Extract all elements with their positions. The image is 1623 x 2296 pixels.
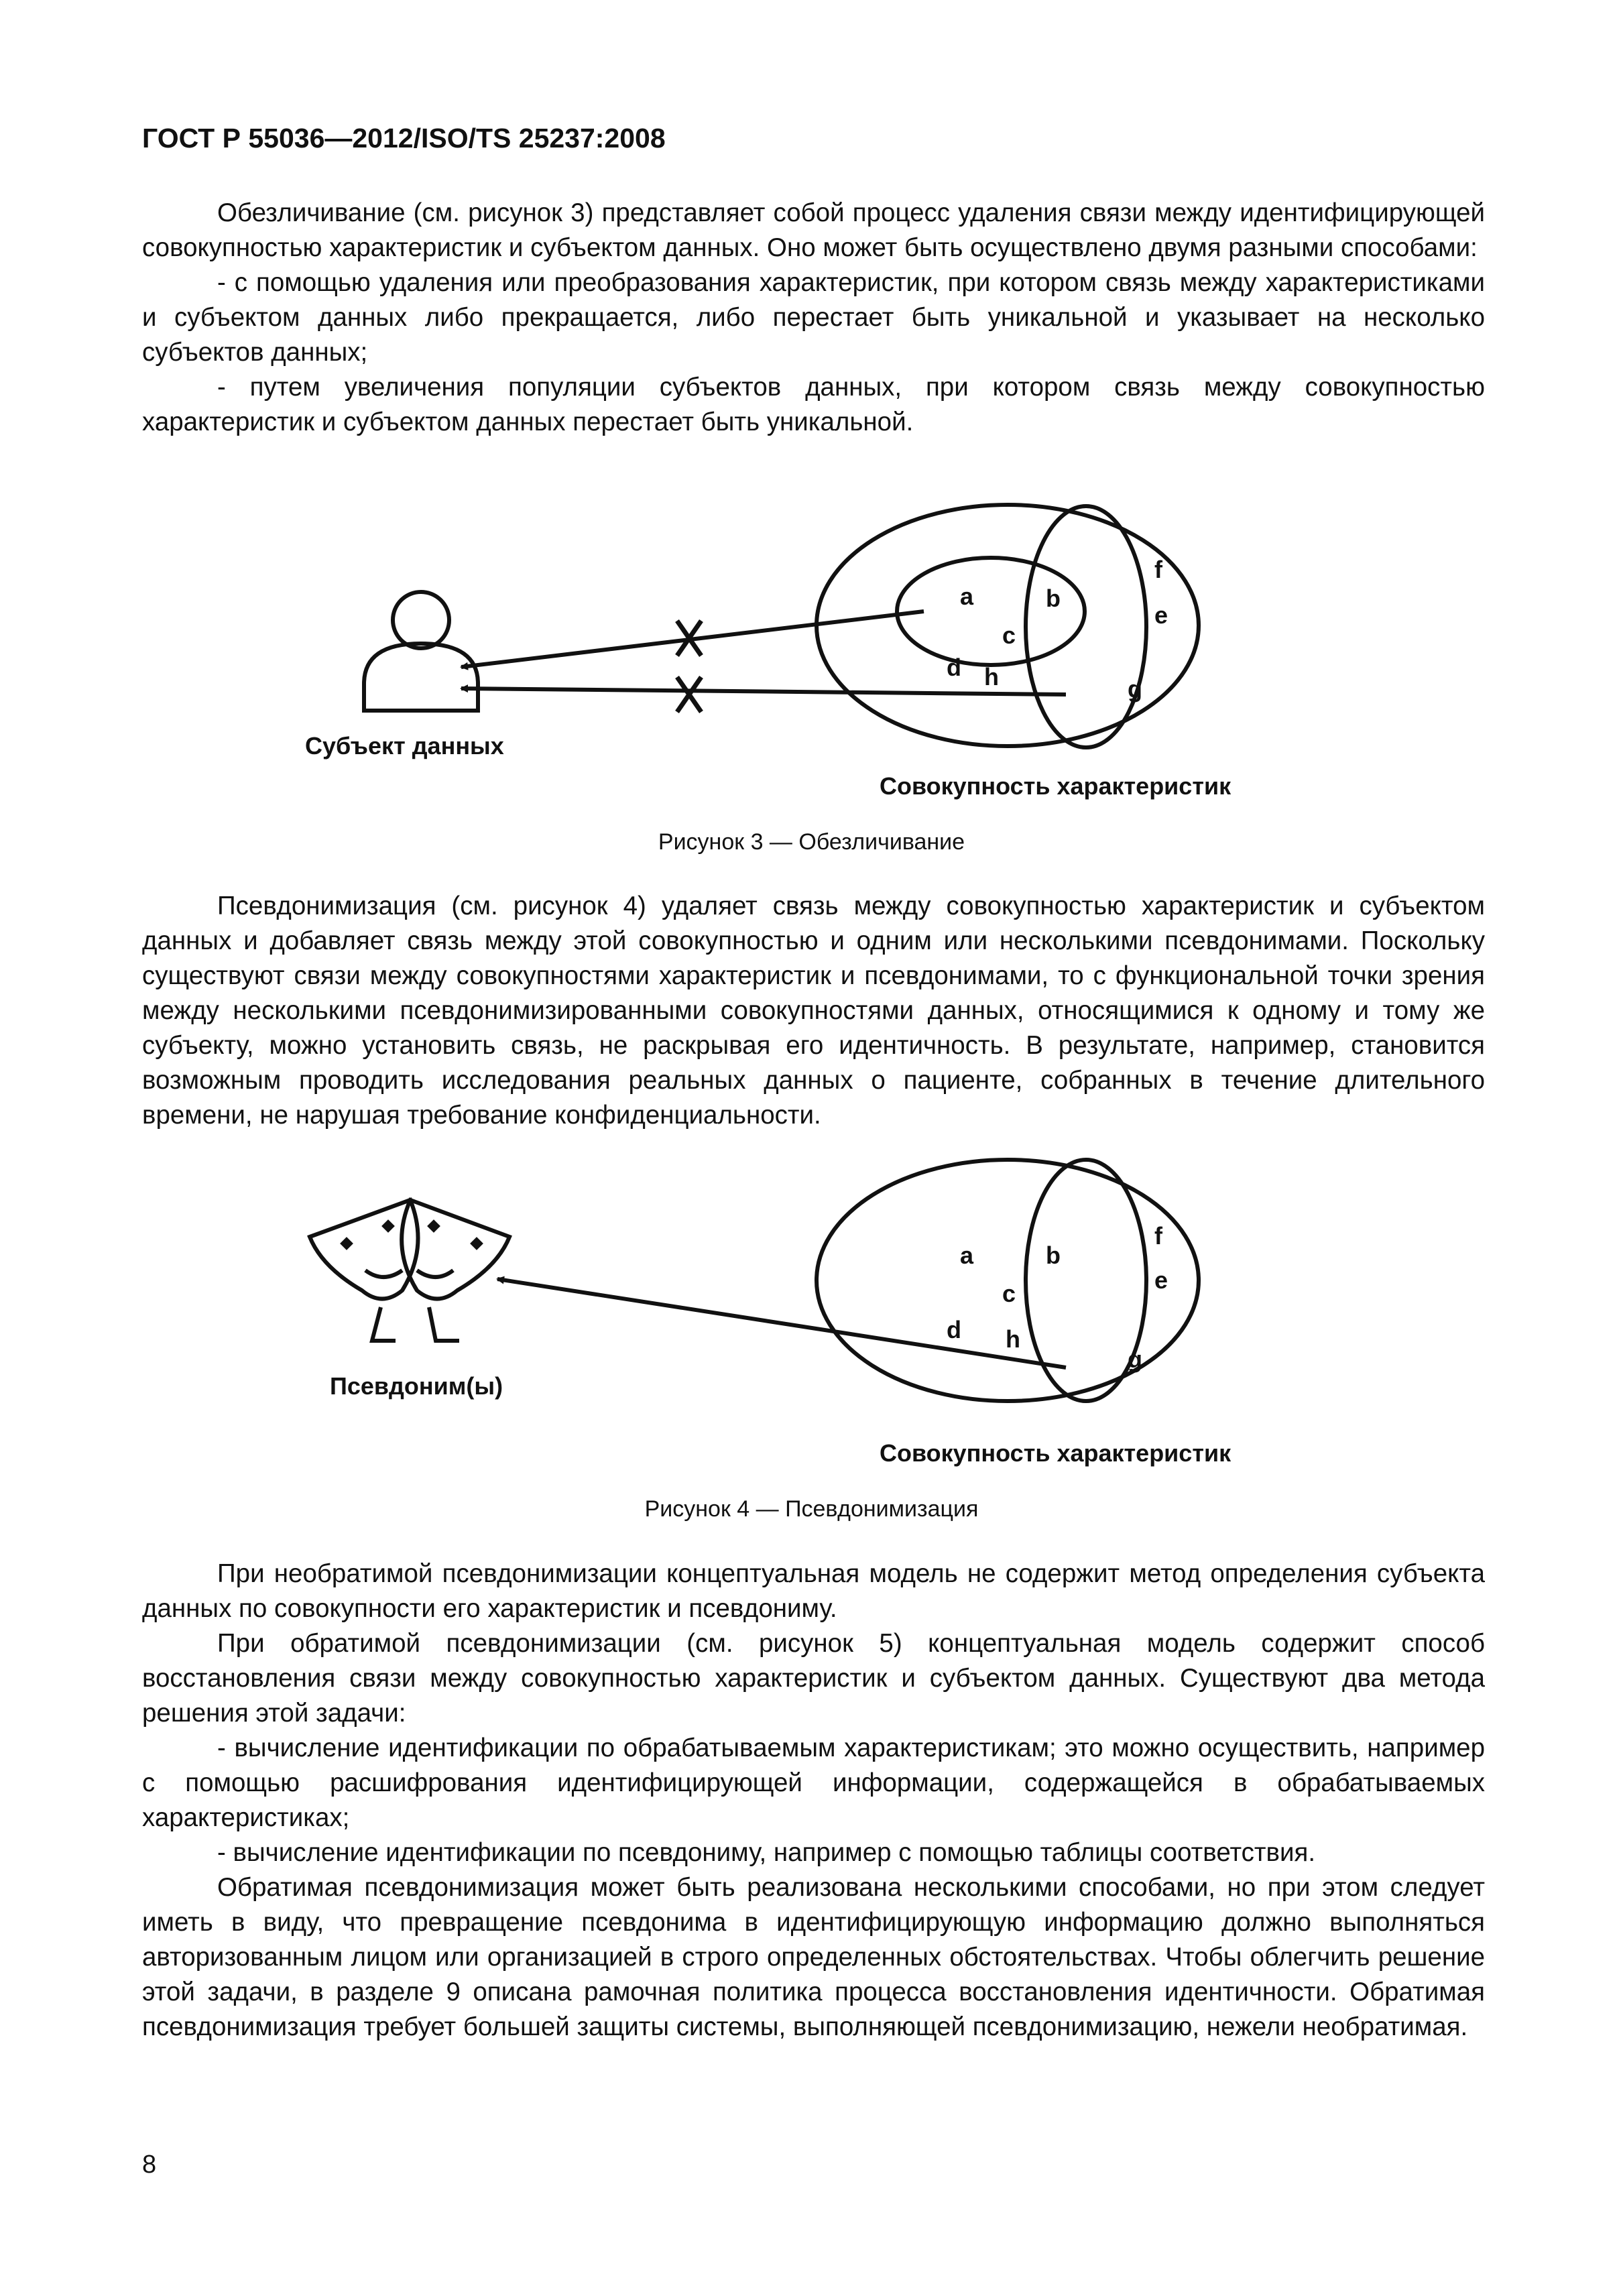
letter-c: c xyxy=(1002,1280,1016,1307)
mask-eyes xyxy=(340,1219,483,1250)
figure-4-diagram xyxy=(0,1153,1623,1482)
set-label: Совокупность характеристик xyxy=(880,772,1231,800)
figure-3-caption: Рисунок 3 — Обезличивание xyxy=(658,829,965,855)
cross-icon xyxy=(677,677,701,712)
set-label: Совокупность характеристик xyxy=(880,1439,1231,1467)
letter-f: f xyxy=(1154,556,1162,583)
pseudonym-label: Псевдоним(ы) xyxy=(330,1372,503,1400)
paragraph: Обезличивание (см. рисунок 3) представляет собой процесс удаления связи между идентифицирующей совокупностью характеристик и субъектом данных. Оно может быть осуществлено двумя разными способами: xyxy=(142,198,1485,262)
letter-b: b xyxy=(1046,585,1061,612)
text-block-pseudonymization xyxy=(142,889,1485,1133)
paragraph: - путем увеличения популяции субъектов данных, при котором связь между совокупностью характеристик и субъектом данных перестает быть уникальной. xyxy=(142,373,1485,436)
paragraph: При обратимой псевдонимизации (см. рисунок 5) концептуальная модель содержит способ восстановления связи между совокупностью характеристик и субъектом данных. Существуют два метода решения этой задачи: xyxy=(142,1629,1485,1728)
letter-e: e xyxy=(1154,601,1168,629)
person-icon xyxy=(364,592,478,711)
figure-4-caption: Рисунок 4 — Псевдонимизация xyxy=(644,1496,979,1522)
letter-e: e xyxy=(1154,1266,1168,1294)
letter-b: b xyxy=(1046,1242,1061,1269)
severed-link-arrow xyxy=(461,688,1066,694)
letter-d: d xyxy=(947,1316,961,1343)
text-block-depersonalization xyxy=(142,196,1485,440)
letter-d: d xyxy=(947,654,961,681)
letter-a: a xyxy=(960,1242,974,1269)
document-header: ГОСТ Р 55036—2012/ISO/TS 25237:2008 xyxy=(142,123,666,154)
letter-h: h xyxy=(1006,1325,1020,1353)
text-block-reversibility xyxy=(142,1557,1485,2045)
subject-label: Субъект данных xyxy=(305,732,504,760)
pseudonym-link-arrow xyxy=(497,1279,1066,1368)
paragraph: - с помощью удаления или преобразования характеристик, при котором связь между характеристиками и субъектом данных либо прекращается, либо перестает быть уникальной и указывает на несколько субъектов данных; xyxy=(142,268,1485,367)
paragraph: - вычисление идентификации по псевдониму, например с помощью таблицы соответствия. xyxy=(217,1838,1316,1867)
page-number: 8 xyxy=(142,2151,157,2179)
letter-a: a xyxy=(960,583,974,610)
paragraph: При необратимой псевдонимизации концептуальная модель не содержит метод определения субъекта данных по совокупности его характеристик и псевдониму. xyxy=(142,1559,1485,1623)
paragraph: - вычисление идентификации по обрабатываемым характеристикам; это можно осуществить, например с помощью расшифрования идентифицирующей информации, содержащейся в обрабатываемых характеристиках; xyxy=(142,1734,1485,1832)
identifying-set-ellipse xyxy=(1026,506,1146,747)
letter-g: g xyxy=(1128,1345,1142,1373)
letter-g: g xyxy=(1128,675,1142,703)
figure-3-diagram xyxy=(0,496,1623,831)
paragraph: Обратимая псевдонимизация может быть реализована несколькими способами, но при этом следует иметь в виду, что превращение псевдонима в идентифицирующую информацию должно выполняться авторизованным лицом или организацией в строго определенных обстоятельствах. Чтобы облегчить решение этой задачи, в разделе 9 описана рамочная политика процесса восстановления идентичности. Обратимая псевдонимизация требует большей защиты системы, выполняющей псевдонимизацию, нежели необратимая. xyxy=(142,1873,1485,2041)
theatre-masks-icon xyxy=(310,1200,509,1341)
letter-c: c xyxy=(1002,621,1016,649)
letter-h: h xyxy=(984,663,999,690)
letter-f: f xyxy=(1154,1222,1162,1250)
paragraph: Псевдонимизация (см. рисунок 4) удаляет связь между совокупностью характеристик и субъектом данных и добавляет связь между этой совокупностью и одним или несколькими псевдонимами. Поскольку существуют связи между совокупностями характеристик и псевдонимами, то с функциональной точки зрения между несколькими псевдонимизированными совокупностями данных, относящимися к одному и тому же субъекту, можно установить связь, не раскрывая его идентичность. В результате, например, становится возможным проводить исследования реальных данных о пациенте, собранных в течение длительного времени, не нарушая требование конфиденциальности. xyxy=(142,892,1485,1130)
